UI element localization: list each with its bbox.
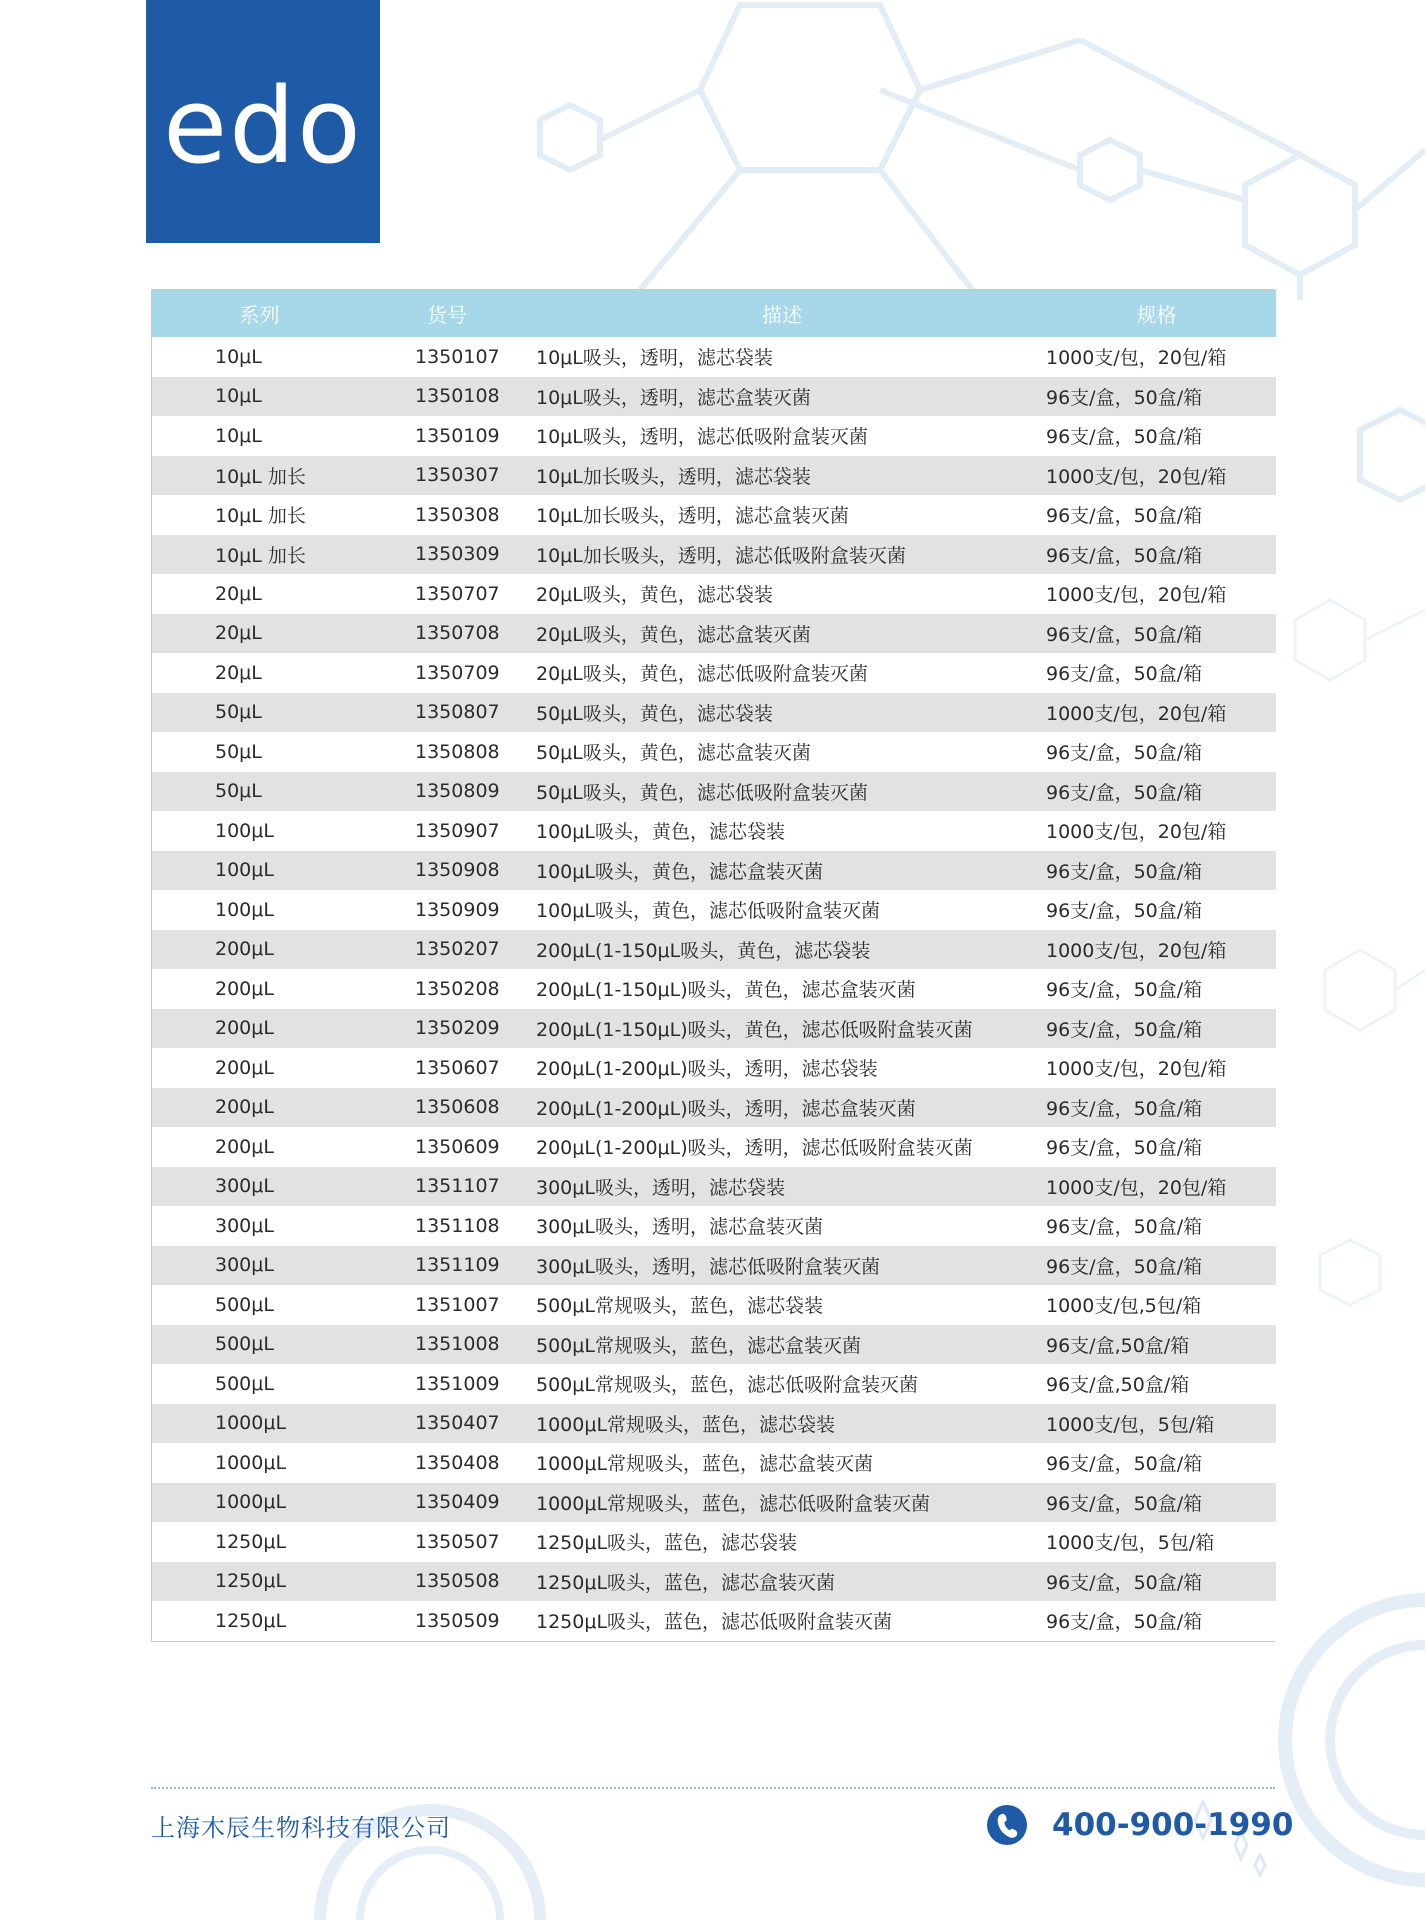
cell-code: 1351007 — [415, 1293, 500, 1316]
table-row — [152, 1285, 1276, 1325]
cell-description: 10μL加长吸头，透明，滤芯盒装灭菌 — [536, 505, 849, 528]
cell-code: 1350407 — [415, 1412, 500, 1435]
cell-spec: 96支/盒，50盒/箱 — [1046, 781, 1203, 804]
cell-description: 1250μL吸头，蓝色，滤芯袋装 — [536, 1532, 798, 1555]
cell-code: 1350707 — [415, 582, 500, 605]
cell-series: 1000μL — [215, 1491, 287, 1514]
cell-spec: 1000支/包，20包/箱 — [1046, 347, 1227, 370]
cell-code: 1351107 — [415, 1175, 500, 1198]
cell-series: 500μL — [215, 1333, 274, 1356]
cell-description: 200μL(1-150μL)吸头，黄色，滤芯盒装灭菌 — [536, 979, 916, 1002]
table-row — [152, 653, 1276, 693]
cell-spec: 96支/盒，50盒/箱 — [1046, 1611, 1203, 1634]
cell-description: 1250μL吸头，蓝色，滤芯盒装灭菌 — [536, 1571, 836, 1594]
cell-spec: 96支/盒，50盒/箱 — [1046, 1137, 1203, 1160]
product-table — [152, 290, 1276, 1641]
cell-series: 10μL — [215, 385, 262, 408]
cell-code: 1350409 — [415, 1491, 500, 1514]
cell-description: 1250μL吸头，蓝色，滤芯低吸附盒装灭菌 — [536, 1611, 893, 1634]
cell-description: 1000μL常规吸头，蓝色，滤芯盒装灭菌 — [536, 1453, 874, 1476]
table-row — [152, 732, 1276, 772]
table-row — [152, 1246, 1276, 1286]
header-series: 系列 — [239, 303, 280, 327]
cell-description: 10μL吸头，透明，滤芯低吸附盒装灭菌 — [536, 426, 868, 449]
cell-series: 10μL — [215, 345, 262, 368]
cell-spec: 1000支/包，20包/箱 — [1046, 1176, 1227, 1199]
table-row — [152, 574, 1276, 614]
cell-series: 200μL — [215, 1017, 274, 1040]
table-row — [152, 1206, 1276, 1246]
product-table-container — [151, 289, 1275, 1642]
cell-code: 1351108 — [415, 1214, 500, 1237]
cell-description: 10μL加长吸头，透明，滤芯袋装 — [536, 465, 811, 488]
cell-code: 1350408 — [415, 1451, 500, 1474]
cell-description: 300μL吸头，透明，滤芯低吸附盒装灭菌 — [536, 1255, 880, 1278]
table-row — [152, 1325, 1276, 1365]
cell-description: 100μL吸头，黄色，滤芯低吸附盒装灭菌 — [536, 900, 880, 923]
phone-contact — [986, 1804, 1293, 1846]
cell-code: 1350509 — [415, 1609, 500, 1632]
cell-spec: 96支/盒，50盒/箱 — [1046, 663, 1203, 686]
cell-code: 1350308 — [415, 503, 500, 526]
cell-spec: 1000支/包，20包/箱 — [1046, 584, 1227, 607]
cell-code: 1350109 — [415, 424, 500, 447]
cell-code: 1350609 — [415, 1135, 500, 1158]
cell-description: 10μL吸头，透明，滤芯盒装灭菌 — [536, 386, 811, 409]
cell-spec: 96支/盒，50盒/箱 — [1046, 860, 1203, 883]
table-row — [152, 811, 1276, 851]
cell-description: 50μL吸头，黄色，滤芯低吸附盒装灭菌 — [536, 781, 868, 804]
cell-description: 200μL(1-200μL)吸头，透明，滤芯盒装灭菌 — [536, 1097, 916, 1120]
cell-series: 300μL — [215, 1175, 274, 1198]
cell-series: 10μL 加长 — [215, 465, 306, 488]
table-row — [152, 1522, 1276, 1562]
edo-logo — [146, 0, 380, 243]
cell-description: 300μL吸头，透明，滤芯盒装灭菌 — [536, 1216, 823, 1239]
cell-spec: 1000支/包，20包/箱 — [1046, 1058, 1227, 1081]
cell-series: 20μL — [215, 582, 262, 605]
cell-spec: 96支/盒，50盒/箱 — [1046, 1255, 1203, 1278]
cell-description: 200μL(1-150μL吸头，黄色，滤芯袋装 — [536, 939, 871, 962]
phone-number: 400-900-1990 — [1052, 1807, 1294, 1843]
cell-code: 1350208 — [415, 977, 500, 1000]
header-code: 货号 — [427, 303, 467, 327]
footer-divider — [151, 1787, 1275, 1789]
cell-code: 1350708 — [415, 622, 500, 645]
cell-code: 1350309 — [415, 543, 500, 566]
cell-spec: 96支/盒，50盒/箱 — [1046, 1453, 1203, 1476]
cell-spec: 96支/盒，50盒/箱 — [1046, 1492, 1203, 1515]
header-description: 描述 — [762, 303, 802, 327]
table-row — [152, 1364, 1276, 1404]
cell-description: 100μL吸头，黄色，滤芯盒装灭菌 — [536, 860, 823, 883]
cell-spec: 96支/盒，50盒/箱 — [1046, 505, 1203, 528]
cell-series: 100μL — [215, 859, 274, 882]
cell-series: 10μL 加长 — [215, 505, 306, 528]
cell-series: 500μL — [215, 1372, 274, 1395]
cell-series: 200μL — [215, 1135, 274, 1158]
table-row — [152, 693, 1276, 733]
table-row — [152, 1562, 1276, 1602]
cell-spec: 96支/盒，50盒/箱 — [1046, 544, 1203, 567]
cell-series: 200μL — [215, 977, 274, 1000]
cell-description: 500μL常规吸头，蓝色，滤芯低吸附盒装灭菌 — [536, 1374, 918, 1397]
cell-description: 300μL吸头，透明，滤芯袋装 — [536, 1176, 785, 1199]
table-header-row — [152, 290, 1276, 337]
table-row — [152, 1404, 1276, 1444]
cell-code: 1350908 — [415, 859, 500, 882]
cell-series: 200μL — [215, 1096, 274, 1119]
cell-code: 1351008 — [415, 1333, 500, 1356]
cell-series: 300μL — [215, 1254, 274, 1277]
table-row — [152, 377, 1276, 417]
table-row — [152, 495, 1276, 535]
cell-description: 1000μL常规吸头，蓝色，滤芯袋装 — [536, 1413, 836, 1436]
cell-spec: 1000支/包，20包/箱 — [1046, 702, 1227, 725]
cell-series: 1250μL — [215, 1570, 287, 1593]
header-spec: 规格 — [1136, 303, 1177, 327]
cell-code: 1350909 — [415, 898, 500, 921]
cell-code: 1350207 — [415, 938, 500, 961]
cell-series: 1000μL — [215, 1412, 287, 1435]
cell-code: 1350607 — [415, 1056, 500, 1079]
cell-code: 1350808 — [415, 740, 500, 763]
cell-description: 500μL常规吸头，蓝色，滤芯袋装 — [536, 1295, 823, 1318]
cell-spec: 96支/盒，50盒/箱 — [1046, 1097, 1203, 1120]
cell-series: 1000μL — [215, 1451, 287, 1474]
cell-series: 200μL — [215, 1056, 274, 1079]
cell-series: 50μL — [215, 701, 262, 724]
phone-icon — [986, 1804, 1028, 1846]
cell-series: 300μL — [215, 1214, 274, 1237]
cell-spec: 96支/盒，50盒/箱 — [1046, 386, 1203, 409]
cell-spec: 1000支/包，5包/箱 — [1046, 1532, 1215, 1555]
cell-description: 20μL吸头，黄色，滤芯低吸附盒装灭菌 — [536, 663, 868, 686]
cell-series: 20μL — [215, 661, 262, 684]
cell-description: 50μL吸头，黄色，滤芯袋装 — [536, 702, 773, 725]
cell-series: 10μL — [215, 424, 262, 447]
cell-description: 20μL吸头，黄色，滤芯袋装 — [536, 584, 773, 607]
cell-code: 1350907 — [415, 819, 500, 842]
cell-description: 20μL吸头，黄色，滤芯盒装灭菌 — [536, 623, 811, 646]
cell-series: 100μL — [215, 898, 274, 921]
cell-description: 10μL吸头，透明，滤芯袋装 — [536, 347, 773, 370]
table-row — [152, 1088, 1276, 1128]
cell-code: 1350209 — [415, 1017, 500, 1040]
cell-spec: 96支/盒,50盒/箱 — [1046, 1334, 1190, 1357]
cell-spec: 96支/盒，50盒/箱 — [1046, 742, 1203, 765]
logo-text: edo — [163, 64, 363, 187]
cell-description: 500μL常规吸头，蓝色，滤芯盒装灭菌 — [536, 1334, 861, 1357]
cell-code: 1350108 — [415, 385, 500, 408]
table-row — [152, 416, 1276, 456]
cell-series: 10μL 加长 — [215, 544, 306, 567]
table-row — [152, 890, 1276, 930]
cell-series: 1250μL — [215, 1609, 287, 1632]
cell-description: 200μL(1-150μL)吸头，黄色，滤芯低吸附盒装灭菌 — [536, 1018, 973, 1041]
cell-series: 1250μL — [215, 1530, 287, 1553]
cell-spec: 1000支/包，20包/箱 — [1046, 939, 1227, 962]
company-name: 上海木辰生物科技有限公司 — [151, 1814, 451, 1842]
cell-code: 1351009 — [415, 1372, 500, 1395]
cell-series: 100μL — [215, 819, 274, 842]
cell-series: 500μL — [215, 1293, 274, 1316]
cell-description: 1000μL常规吸头，蓝色，滤芯低吸附盒装灭菌 — [536, 1492, 931, 1515]
table-row — [152, 1009, 1276, 1049]
table-header — [152, 290, 1276, 337]
cell-spec: 96支/盒，50盒/箱 — [1046, 1018, 1203, 1041]
cell-spec: 96支/盒，50盒/箱 — [1046, 426, 1203, 449]
cell-spec: 1000支/包，20包/箱 — [1046, 465, 1227, 488]
table-row — [152, 614, 1276, 654]
cell-spec: 96支/盒,50盒/箱 — [1046, 1374, 1190, 1397]
cell-spec: 96支/盒，50盒/箱 — [1046, 900, 1203, 923]
cell-code: 1350107 — [415, 345, 500, 368]
table-row — [152, 772, 1276, 812]
cell-spec: 96支/盒，50盒/箱 — [1046, 623, 1203, 646]
table-body — [152, 337, 1276, 1641]
cell-code: 1351109 — [415, 1254, 500, 1277]
table-row — [152, 1601, 1276, 1641]
cell-code: 1350807 — [415, 701, 500, 724]
cell-spec: 96支/盒，50盒/箱 — [1046, 1571, 1203, 1594]
cell-description: 200μL(1-200μL)吸头，透明，滤芯袋装 — [536, 1058, 878, 1081]
cell-code: 1350608 — [415, 1096, 500, 1119]
table-row — [152, 1443, 1276, 1483]
cell-code: 1350508 — [415, 1570, 500, 1593]
cell-code: 1350709 — [415, 661, 500, 684]
table-row — [152, 1483, 1276, 1523]
cell-description: 200μL(1-200μL)吸头，透明，滤芯低吸附盒装灭菌 — [536, 1137, 973, 1160]
cell-description: 50μL吸头，黄色，滤芯盒装灭菌 — [536, 742, 811, 765]
table-row — [152, 456, 1276, 496]
cell-spec: 1000支/包，5包/箱 — [1046, 1413, 1215, 1436]
table-row — [152, 1048, 1276, 1088]
table-row — [152, 337, 1276, 377]
table-row — [152, 535, 1276, 575]
cell-code: 1350809 — [415, 780, 500, 803]
table-row — [152, 851, 1276, 891]
cell-description: 100μL吸头，黄色，滤芯袋装 — [536, 821, 785, 844]
cell-spec: 1000支/包，20包/箱 — [1046, 821, 1227, 844]
table-row — [152, 969, 1276, 1009]
cell-series: 200μL — [215, 938, 274, 961]
cell-spec: 96支/盒，50盒/箱 — [1046, 1216, 1203, 1239]
cell-series: 50μL — [215, 780, 262, 803]
table-row — [152, 1167, 1276, 1207]
cell-series: 50μL — [215, 740, 262, 763]
cell-code: 1350507 — [415, 1530, 500, 1553]
cell-spec: 1000支/包,5包/箱 — [1046, 1295, 1202, 1318]
cell-spec: 96支/盒，50盒/箱 — [1046, 979, 1203, 1002]
cell-series: 20μL — [215, 622, 262, 645]
cell-description: 10μL加长吸头，透明，滤芯低吸附盒装灭菌 — [536, 544, 906, 567]
table-row — [152, 930, 1276, 970]
table-row — [152, 1127, 1276, 1167]
cell-code: 1350307 — [415, 464, 500, 487]
